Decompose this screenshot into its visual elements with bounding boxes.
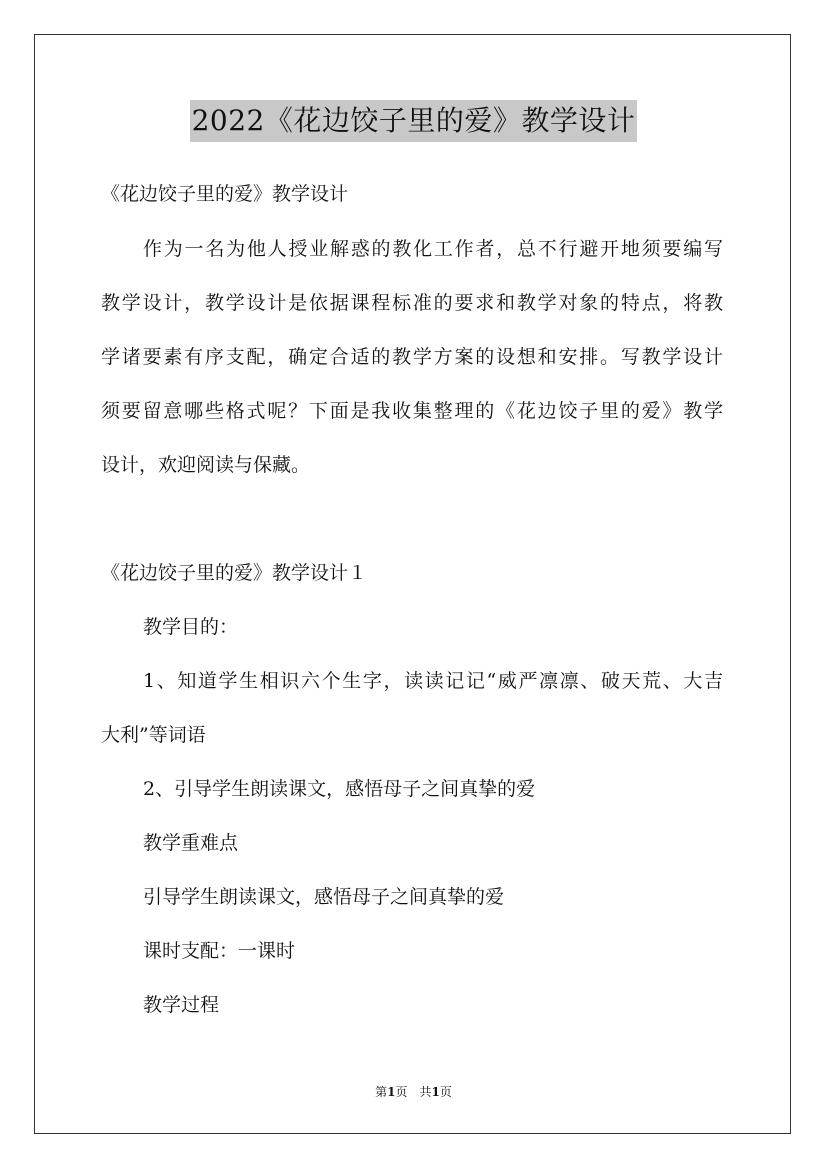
page-footer [0,1084,827,1100]
objectives-heading[interactable]: 教学目的： [143,616,239,638]
objective-1-line-2[interactable]: 大利”等词语 [101,724,206,746]
process-heading[interactable]: 教学过程 [143,994,220,1016]
section-heading[interactable]: 《花边饺子里的爱》教学设计１ [101,562,368,584]
key-points-heading[interactable]: 教学重难点 [143,832,239,854]
footer-page-current: 1 [387,1085,396,1099]
objective-2[interactable]: 2、引导学生朗读课文，感悟母子之间真挚的爱 [143,778,536,800]
footer-page-mid: 页 共 [395,1085,432,1099]
title-block [0,100,827,142]
intro-line-5[interactable]: 设计，欢迎阅读与保藏。 [101,454,311,476]
footer-page-prefix: 第 [375,1085,388,1099]
intro-line-2[interactable]: 教学设计，教学设计是依据课程标准的要求和教学对象的特点，将教 [101,292,723,314]
objective-1-line-1[interactable]: 1、知道学生相识六个生字，读读记记“威严凛凛、破天荒、大吉 [143,670,723,692]
intro-line-1[interactable]: 作为一名为他人授业解惑的教化工作者，总不行避开地须要编写 [143,238,723,260]
class-hours[interactable]: 课时支配：一课时 [143,940,296,962]
document-subtitle[interactable]: 《花边饺子里的爱》教学设计 [101,183,349,205]
footer-page-total: 1 [431,1085,440,1099]
footer-page-suffix: 页 [439,1085,452,1099]
intro-line-4[interactable]: 须要留意哪些格式呢？下面是我收集整理的《花边饺子里的爱》教学 [101,400,723,422]
document-title[interactable]: 2022《花边饺子里的爱》教学设计 [190,100,638,142]
intro-line-3[interactable]: 学诸要素有序支配，确定合适的教学方案的设想和安排。写教学设计 [101,346,723,368]
key-points-text[interactable]: 引导学生朗读课文，感悟母子之间真挚的爱 [143,886,505,908]
